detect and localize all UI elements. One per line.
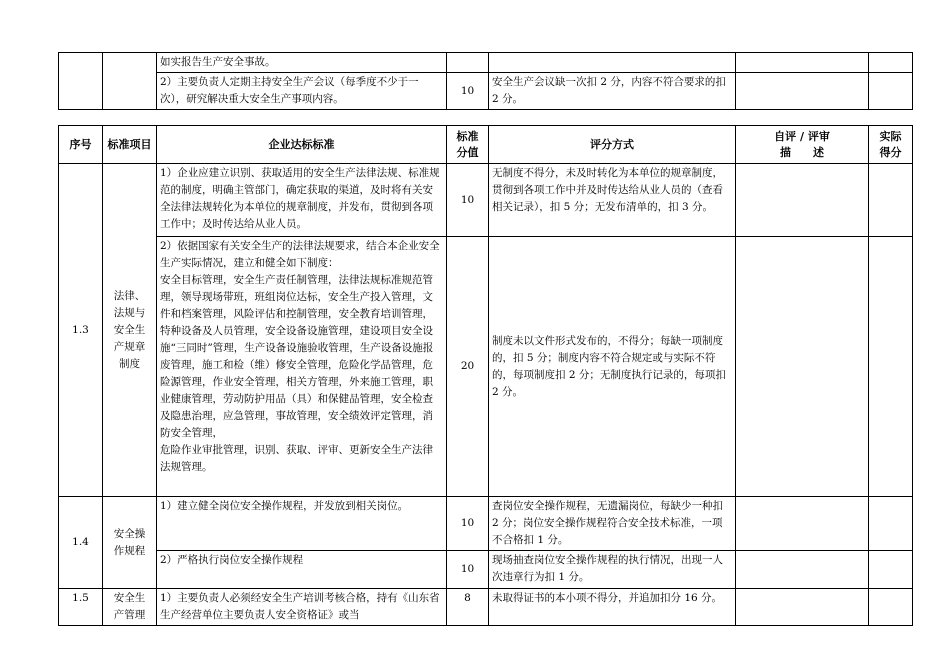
header-self-line1: 自评 / 评审 bbox=[774, 129, 830, 143]
method-cell bbox=[489, 53, 736, 73]
actual-score-cell bbox=[869, 164, 913, 237]
self-eval-cell bbox=[736, 237, 869, 497]
score-cell bbox=[447, 53, 489, 73]
standard-cell: 2）依据国家有关安全生产的法律法规要求，结合本企业安全生产实际情况，建立和健全如下制度： 安全目标管理，安全生产责任制管理，法律法规标准规范管理，领导现场带班，班组岗位达标，安全生产投入管理，文件和档案管理，风险评估和控制管理，安全教育培训管理，特种设备及人员管理，安全设备设施管理，建设项目安全设施“三同时”管理，生产设备设施验收管理，生产设备设施报废管理，施工和检（维）修安全管理，危险化学品管理，危险源管理，作业安全管理，相关方管理，外来施工管理，职业健康管理，劳动防护用品（具）和保健品管理，安全检查及隐患治理，应急管理，事故管理，安全绩效评定管理，消防安全管理， 危险作业审批管理，识别、获取、评审、更新安全生产法律法规管理。 bbox=[157, 237, 447, 497]
seq-cell bbox=[59, 53, 103, 110]
header-score-line2: 分值 bbox=[456, 145, 479, 159]
header-method: 评分方式 bbox=[489, 126, 736, 164]
actual-score-cell bbox=[869, 73, 913, 110]
method-cell: 现场抽查岗位安全操作规程的执行情况，出现一人次违章行为扣 1 分。 bbox=[489, 551, 736, 589]
item-cell: 安全操 作规程 bbox=[103, 497, 157, 589]
method-cell: 未取得证书的本小项不得分，并追加扣分 16 分。 bbox=[489, 589, 736, 626]
method-cell: 制度未以文件形式发布的，不得分；每缺一项制度的，扣 5 分；制度内容不符合规定或与实际不符的，每项制度扣 2 分；无制度执行记录的，每项扣 2 分。 bbox=[489, 237, 736, 497]
table-row bbox=[59, 551, 913, 589]
standard-cell: 如实报告生产安全事故。 bbox=[157, 53, 447, 73]
seq-cell: 1.3 bbox=[59, 164, 103, 497]
table-row bbox=[59, 589, 913, 626]
continued-table bbox=[58, 52, 913, 110]
standard-cell: 1）主要负责人必须经安全生产培训考核合格，持有《山东省生产经营单位主要负责人安全资格证》或当 bbox=[157, 589, 447, 626]
self-eval-cell bbox=[736, 164, 869, 237]
header-self-eval bbox=[736, 126, 869, 164]
actual-score-cell bbox=[869, 237, 913, 497]
score-cell: 10 bbox=[447, 497, 489, 551]
actual-score-cell bbox=[869, 53, 913, 73]
table-row bbox=[59, 53, 913, 73]
standard-cell: 1）企业应建立识别、获取适用的安全生产法律法规、标准规范的制度，明确主管部门，确定获取的渠道，及时将有关安全法律法规转化为本单位的规章制度，并发布，贯彻到各项工作中；及时传达给从业人员。 bbox=[157, 164, 447, 237]
score-cell: 10 bbox=[447, 551, 489, 589]
standard-cell: 2）严格执行岗位安全操作规程 bbox=[157, 551, 447, 589]
method-cell: 安全生产会议缺一次扣 2 分，内容不符合要求的扣 2 分。 bbox=[489, 73, 736, 110]
self-eval-cell bbox=[736, 551, 869, 589]
header-standard: 企业达标标准 bbox=[157, 126, 447, 164]
self-eval-cell bbox=[736, 53, 869, 73]
header-self-line2: 描 述 bbox=[780, 145, 824, 159]
method-cell: 无制度不得分，未及时转化为本单位的规章制度，贯彻到各项工作中并及时传达给从业人员的（查看相关记录），扣 5 分；无发布清单的，扣 3 分。 bbox=[489, 164, 736, 237]
actual-score-cell bbox=[869, 497, 913, 551]
self-eval-cell bbox=[736, 497, 869, 551]
actual-score-cell bbox=[869, 589, 913, 626]
actual-score-cell bbox=[869, 551, 913, 589]
table-row bbox=[59, 164, 913, 237]
header-seq: 序号 bbox=[59, 126, 103, 164]
seq-cell: 1.5 bbox=[59, 589, 103, 626]
header-score bbox=[447, 126, 489, 164]
header-item: 标准项目 bbox=[103, 126, 157, 164]
header-actual-line1: 实际 bbox=[879, 129, 902, 143]
header-score-line1: 标准 bbox=[456, 129, 479, 143]
item-cell: 法律、 法规与 安全生 产规章 制度 bbox=[103, 164, 157, 497]
item-cell bbox=[103, 53, 157, 110]
score-cell: 8 bbox=[447, 589, 489, 626]
table-row bbox=[59, 237, 913, 497]
table-row bbox=[59, 73, 913, 110]
standard-cell: 1）建立健全岗位安全操作规程，并发放到相关岗位。 bbox=[157, 497, 447, 551]
score-cell: 20 bbox=[447, 237, 489, 497]
header-actual bbox=[869, 126, 913, 164]
standard-cell: 2）主要负责人定期主持安全生产会议（每季度不少于一次），研究解决重大安全生产事项内容。 bbox=[157, 73, 447, 110]
standards-table bbox=[58, 125, 913, 626]
method-cell: 查岗位安全操作规程，无遗漏岗位，每缺少一种扣 2 分；岗位安全操作规程符合安全技术标准，一项不合格扣 1 分。 bbox=[489, 497, 736, 551]
table-row bbox=[59, 497, 913, 551]
header-actual-line2: 得分 bbox=[879, 145, 902, 159]
item-cell: 安全生 产管理 bbox=[103, 589, 157, 626]
header-row bbox=[59, 126, 913, 164]
self-eval-cell bbox=[736, 589, 869, 626]
seq-cell: 1.4 bbox=[59, 497, 103, 589]
score-cell: 10 bbox=[447, 164, 489, 237]
score-cell: 10 bbox=[447, 73, 489, 110]
self-eval-cell bbox=[736, 73, 869, 110]
